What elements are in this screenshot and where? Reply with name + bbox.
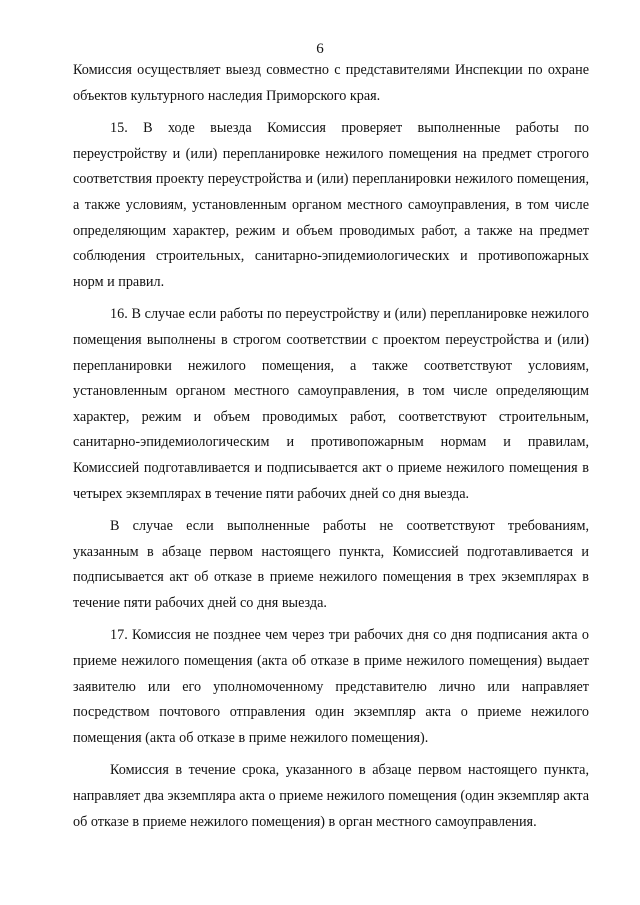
paragraph-continuation: Комиссия осуществляет выезд совместно с представителями Инспекции по охране объектов культурного наследия Приморского края. <box>73 62 589 104</box>
document-body <box>73 58 589 842</box>
paragraph-item-16: 16. В случае если работы по переустройству и (или) перепланировке нежилого помещения выполнены в строгом соответствии с проектом переустройства и (или) перепланировки нежилого помещения, а также соответствуют условиям, установленным органом местного самоуправления, в том числе определяющим характер, режим и объем проводимых работ, соответствуют строительным, санитарно-эпидемиологическим и противопожарным нормам и правилам, Комиссией подготавливается и подписывается акт о приеме нежилого помещения в четырех экземплярах в течение пяти рабочих дней со дня выезда. <box>73 306 589 502</box>
paragraph-item-17: 17. Комиссия не позднее чем через три рабочих дня со дня подписания акта о приеме нежилого помещения (акта об отказе в приме нежилого помещения) выдает заявителю или его уполномоченному представителю лично или направляет посредством почтового отправления один экземпляр акта о приеме нежилого помещения (акта об отказе в приме нежилого помещения). <box>73 627 589 746</box>
page-number: 6 <box>316 41 324 57</box>
paragraph-item-15: 15. В ходе выезда Комиссия проверяет выполненные работы по переустройству и (или) перепланировке нежилого помещения на предмет строгого соответствия проекту переустройства и (или) перепланировки нежилого помещения, а также условиям, установленным органом местного самоуправления, в том числе определяющим характер, режим и объем проводимых работ, а также на предмет соблюдения строительных, санитарно-эпидемиологических и противопожарных норм и правил. <box>73 120 589 290</box>
paragraph-item-16-part-2: В случае если выполненные работы не соответствуют требованиям, указанным в абзаце первом настоящего пункта, Комиссией подготавливается и подписывается акт об отказе в приеме нежилого помещения в трех экземплярах в течение пяти рабочих дней со дня выезда. <box>73 518 589 611</box>
paragraph-item-17-part-2: Комиссия в течение срока, указанного в абзаце первом настоящего пункта, направляет два экземпляра акта о приеме нежилого помещения (один экземпляр акта об отказе в приеме нежилого помещения) в орган местного самоуправления. <box>73 762 589 830</box>
